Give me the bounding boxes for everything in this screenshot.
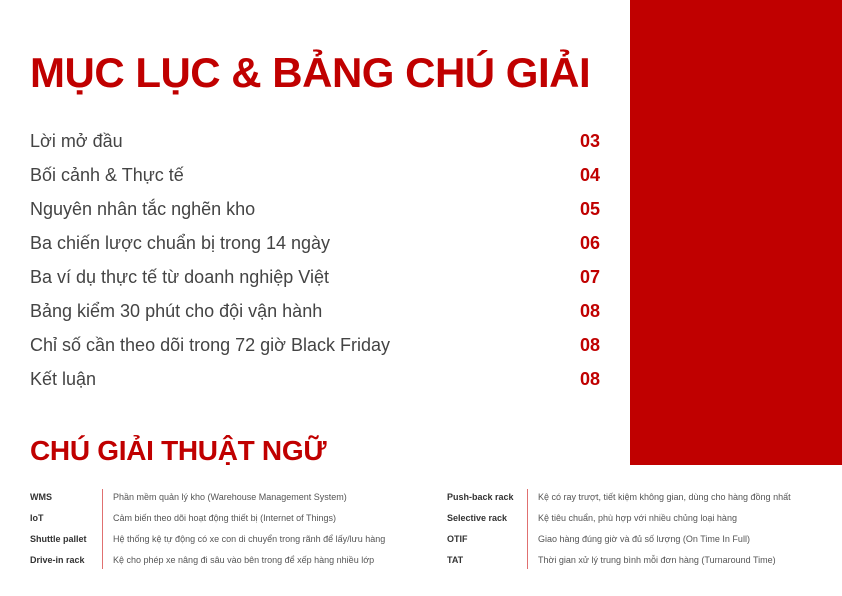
toc-item-page: 06 (579, 232, 600, 253)
glossary-row (30, 507, 430, 528)
glossary-row (30, 486, 430, 507)
glossary-term: Shuttle pallet (30, 533, 87, 544)
toc-item-label: Bảng kiểm 30 phút cho đội vận hành (30, 300, 323, 321)
glossary-definition: Kệ tiêu chuẩn, phù hợp với nhiều chủng loại hàng (538, 512, 737, 523)
glossary-term: WMS (30, 491, 52, 502)
toc-item-page: 04 (579, 164, 600, 185)
toc-item-page: 07 (579, 266, 600, 287)
glossary-right-column (447, 486, 832, 570)
toc-item[interactable] (30, 124, 600, 158)
toc-item[interactable] (30, 226, 600, 260)
glossary-term: TAT (447, 554, 464, 565)
toc-item-label: Kết luận (30, 368, 97, 389)
glossary-row (30, 549, 430, 570)
glossary-term: OTIF (447, 533, 468, 544)
toc-item[interactable] (30, 328, 600, 362)
glossary-term: Push-back rack (447, 491, 514, 502)
glossary-row (30, 528, 430, 549)
glossary-row (447, 528, 832, 549)
glossary-definition: Giao hàng đúng giờ và đủ số lượng (On Time In Full) (538, 533, 750, 544)
toc-item[interactable] (30, 362, 600, 396)
glossary-term: Selective rack (447, 512, 508, 523)
glossary-left-column (30, 486, 430, 570)
toc-item[interactable] (30, 192, 600, 226)
glossary-definition: Hệ thống kệ tự động có xe con di chuyển trong rãnh để lấy/lưu hàng (113, 533, 386, 544)
glossary-divider (527, 489, 528, 569)
glossary-divider (102, 489, 103, 569)
toc-item-page: 03 (579, 130, 600, 151)
glossary-title: CHÚ GIẢI THUẬT NGỮ (30, 435, 327, 466)
glossary-row (447, 507, 832, 528)
toc-item[interactable] (30, 158, 600, 192)
page-title: MỤC LỤC & BẢNG CHÚ GIẢI (30, 49, 591, 96)
toc-item-page: 05 (579, 198, 600, 219)
glossary-row (447, 549, 832, 570)
toc-item-label: Ba ví dụ thực tế từ doanh nghiệp Việt (30, 266, 329, 287)
toc-item[interactable] (30, 294, 600, 328)
glossary-row (447, 486, 832, 507)
toc-item-page: 08 (579, 368, 600, 389)
toc-item-label: Lời mở đầu (30, 130, 123, 151)
glossary-definition: Kệ có ray trượt, tiết kiệm không gian, dùng cho hàng đồng nhất (538, 491, 791, 502)
glossary-definition: Phần mềm quản lý kho (Warehouse Management System) (113, 491, 347, 502)
glossary-term: IoT (30, 512, 44, 523)
toc-item[interactable] (30, 260, 600, 294)
toc-item-page: 08 (579, 300, 600, 321)
glossary-term: Drive-in rack (30, 554, 85, 565)
toc-item-page: 08 (579, 334, 600, 355)
toc-item-label: Ba chiến lược chuẩn bị trong 14 ngày (30, 232, 331, 253)
toc-item-label: Nguyên nhân tắc nghẽn kho (30, 198, 256, 219)
glossary-definition: Kệ cho phép xe nâng đi sâu vào bên trong để xếp hàng nhiều lớp (113, 554, 375, 565)
red-accent-panel (630, 0, 842, 465)
glossary-definition: Cảm biến theo dõi hoạt động thiết bị (Internet of Things) (113, 512, 336, 523)
glossary-definition: Thời gian xử lý trung bình mỗi đơn hàng (Turnaround Time) (538, 554, 776, 565)
table-of-contents (30, 124, 600, 396)
toc-item-label: Bối cảnh & Thực tế (30, 164, 184, 185)
toc-item-label: Chỉ số cần theo dõi trong 72 giờ Black Friday (30, 334, 390, 355)
